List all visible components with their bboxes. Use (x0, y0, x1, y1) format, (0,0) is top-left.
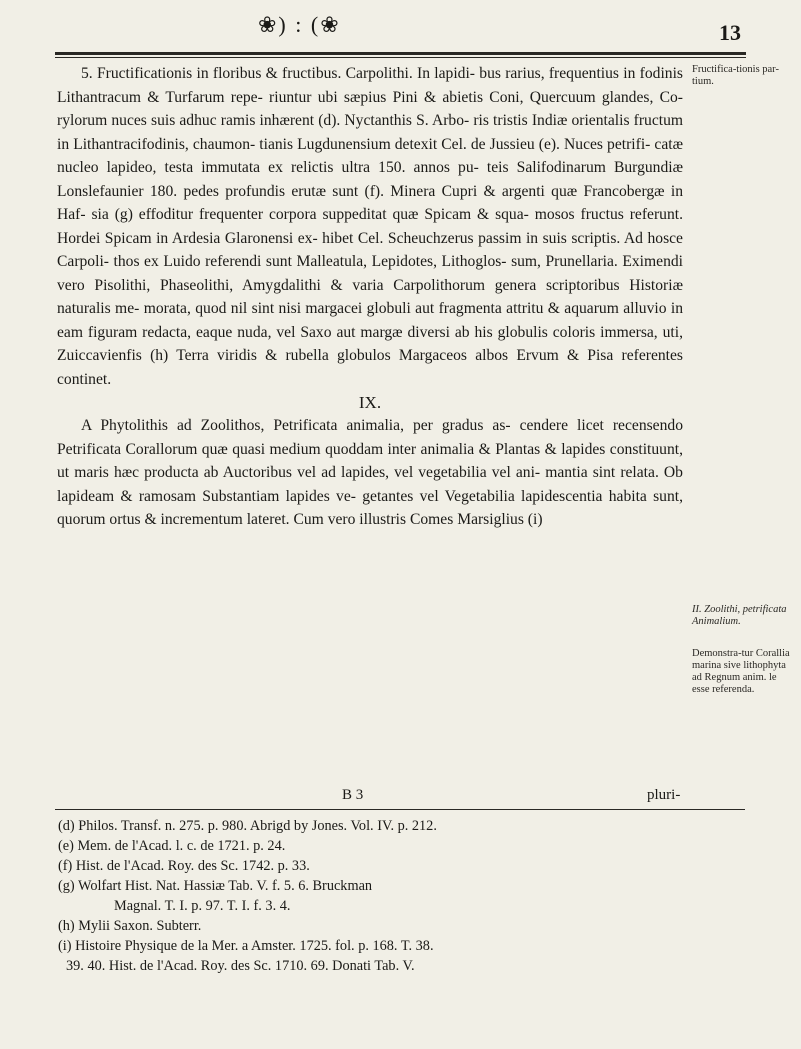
footnote-rule (55, 809, 745, 810)
text-line: 5. Fructificationis in floribus & fructibus. Carpolithi. In lapidi- (81, 65, 475, 82)
header-rule (55, 52, 746, 55)
text-line: getantes vel Vegetabilia lapidescentia habita sunt, quorum ortus (57, 487, 683, 528)
text-line: sum, Prunellaria. Eximendi vero Pisolithi, Phaseolithi, Amygdalithi (57, 253, 683, 294)
footnote-g-cont: Magnal. T. I. p. 97. T. I. f. 3. 4. (114, 898, 291, 914)
page-number: 13 (719, 20, 741, 45)
text-line: Terra viridis & rubella globulos Margaceos albos Ervum & Pisa (176, 347, 614, 364)
text-line: margæ diversi ab his globulis coloris immersa, uti, Zuiccavienfis (h) (57, 323, 683, 364)
text-line: mantia sint relata. Ob lapideam & ramosam Substantiam lapides ve- (57, 464, 683, 505)
page-header (0, 8, 801, 58)
text-line: referentes continet. (57, 347, 683, 388)
paragraph-zoolithi (57, 414, 683, 532)
text-line: riuntur ubi sæpius Pini & abietis Coni, Quercuum glandes, Co- (269, 88, 683, 106)
header-rule-thin (55, 57, 746, 58)
footnote-e: (e) Mem. de l'Acad. l. c. de 1721. p. 24. (58, 838, 286, 854)
main-text (57, 62, 683, 532)
margin-note-corallia: Demonstra-tur Corallia marina sive lithophyta ad Regnum anim. le esse referenda. (692, 648, 790, 695)
margin-note-zoolithi-text: petrificata Animalium. (692, 604, 787, 627)
text-line: hæc producta ab Auctoribus vel ad lapides, vel vegetabilia vel ani- (113, 464, 541, 481)
text-line: mosos fructus referunt. Hordei Spicam in Ardesia Glaronensi ex- (57, 206, 683, 247)
section-number: IX. (358, 393, 382, 412)
text-line: rylorum nuces suis adhuc ramis inhærent (d). Nyctanthis S. Arbo- (57, 112, 470, 129)
text-line: bus rarius, frequentius in fodinis Lithantracum & Turfarum repe- (57, 65, 683, 106)
catchword: pluri- (647, 787, 681, 803)
text-line: hibet Cel. Scheuchzerus passim in suis scriptis. Ad hosce Carpoli- (57, 229, 683, 270)
footnote-f: (f) Hist. de l'Acad. Roy. des Sc. 1742. p. 33. (58, 858, 310, 874)
text-line: erutæ sunt (f). Minera Cupri & argenti quæ Francobergæ in Haf- (57, 182, 683, 223)
margin-note-zoolithi (692, 604, 792, 628)
text-line: sia (g) effoditur frequenter corpora suppeditat quæ Spicam & squa- (91, 206, 529, 223)
footnote-d: (d) Philos. Transf. n. 275. p. 980. Abrigd by Jones. Vol. IV. p. 212. (58, 818, 437, 834)
text-line: thos ex Luido referendi sunt Malleatula, Lepidotes, Lithoglos- (113, 253, 507, 270)
text-line: & varia Carpolithorum genera scriptoribus Historiæ naturalis me- (57, 276, 683, 317)
text-line: catæ nucleo lapideo, testa immutata ex relictis ultra 150. annos pu- (57, 135, 683, 176)
text-line: & incrementum lateret. Cum vero illustris Comes Marsiglius (i) (144, 511, 543, 528)
text-line: aquarum alluvio in eam figuram redacta, eaque nuda, vel Saxo aut (57, 300, 684, 341)
text-line: teis Salifodinarum Burgundiæ Lonslefaunier 180. pedes profundis (57, 159, 683, 200)
text-line: ris tristis Indiæ orientalis fructum in Lithantracifodinis, chaumon- (57, 112, 683, 153)
text-line: morata, quod nil sint nisi margacei globuli aut fragmenta attritu & (143, 300, 560, 317)
paragraph-carpolithi (57, 62, 683, 391)
footnotes (58, 816, 748, 976)
text-line: quoddam inter animalia & Plantas & lapides constituunt, ut maris (57, 440, 684, 481)
footnote-g: (g) Wolfart Hist. Nat. Hassiæ Tab. V. f. 5. 6. Bruckman (58, 878, 373, 894)
text-line: tianis Lugdunensium detexit Cel. de Jussieu (e). Nuces petrifi- (259, 135, 651, 153)
footnote-i: (i) Histoire Physique de la Mer. a Amster. 1725. fol. p. 168. T. 38. (58, 938, 434, 954)
header-ornament: ❀) : (❀ (258, 12, 341, 37)
margin-note-fructificationis: Fructifica-tionis par-tium. (692, 64, 779, 87)
text-line: cendere licet recensendo Petrificata Corallorum quæ quasi medium (57, 417, 683, 458)
margin-note-zoolithi-title: II. Zoolithi, (692, 604, 741, 615)
signature-mark: B 3 (342, 787, 364, 803)
text-line: A Phytolithis ad Zoolithos, Petrificata animalia, per gradus as- (81, 417, 511, 434)
footnote-i-cont: 39. 40. Hist. de l'Acad. Roy. des Sc. 1710. 69. Donati Tab. V. (66, 958, 415, 974)
footnote-h: (h) Mylii Saxon. Subterr. (58, 918, 202, 934)
